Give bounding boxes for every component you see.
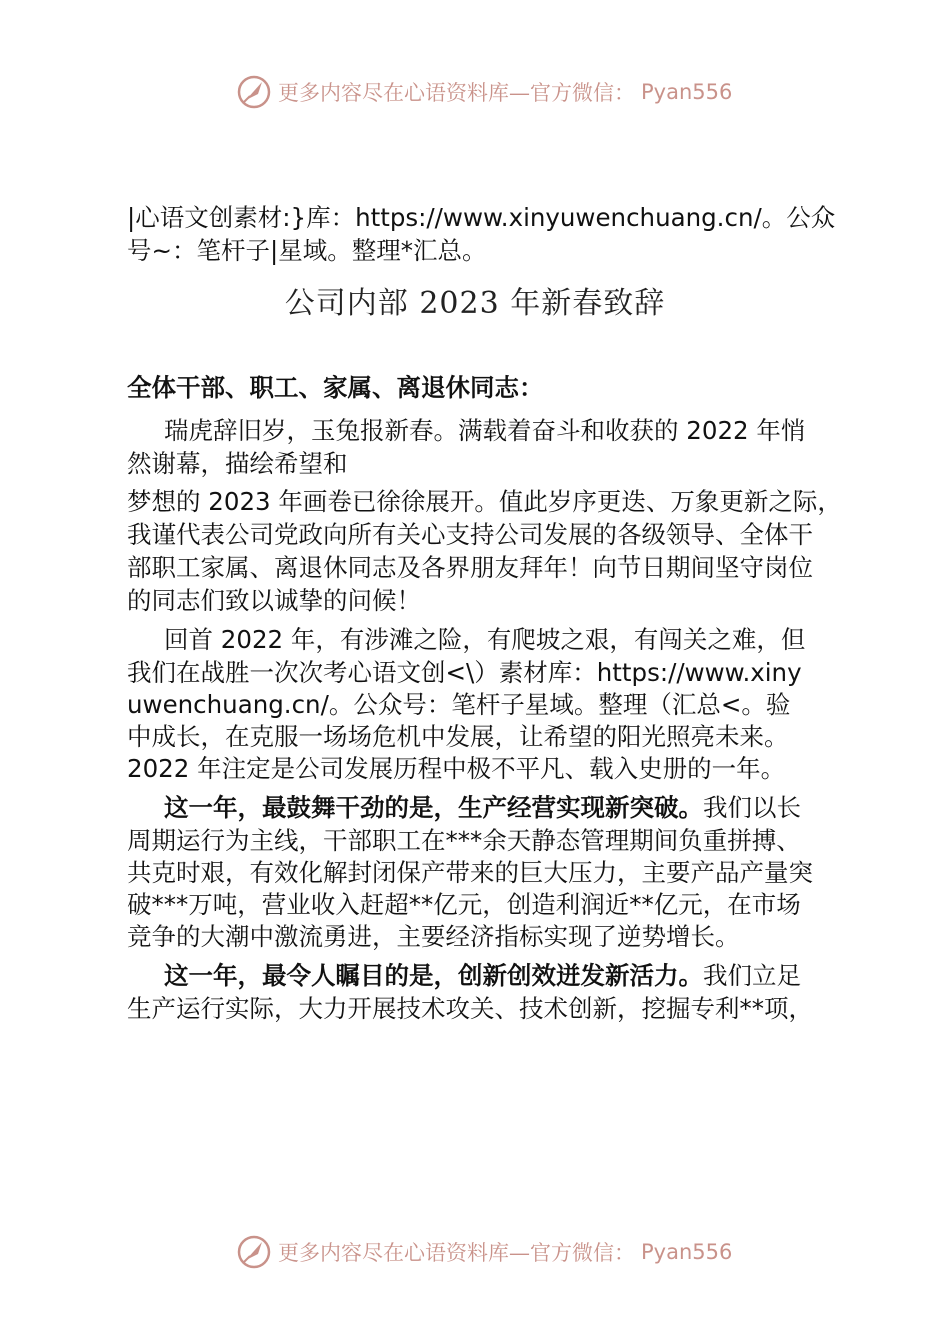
para1-line-4: 我谨代表公司党政向所有关心支持公司发展的各级领导、全体干 <box>127 520 813 549</box>
para1-line-2: 然谢幕，描绘希望和 <box>127 449 348 478</box>
para3-lead: 这一年，最鼓舞干劲的是，生产经营实现新突破。 <box>164 793 703 822</box>
watermark-wechat-id: Pyan556 <box>641 80 733 104</box>
salutation: 全体干部、职工、家属、离退休同志： <box>127 373 544 402</box>
document-title: 公司内部 2023 年新春致辞 <box>284 286 666 321</box>
para3-line-1 <box>164 792 837 824</box>
quill-logo-icon <box>236 74 272 110</box>
para4-line-2: 生产运行实际，大力开展技术攻关、技术创新，挖掘专利**项， <box>127 994 813 1023</box>
watermark-wechat-id: Pyan556 <box>641 1240 733 1264</box>
para3-line-1-rest: 我们以长 <box>703 793 801 822</box>
para4-lead: 这一年，最令人瞩目的是，创新创效迸发新活力。 <box>164 961 703 990</box>
watermark-header <box>236 72 732 112</box>
para2-line-2: 我们在战胜一次次考心语文创<\）素材库：https://www.xiny <box>127 658 802 687</box>
para1-line-1: 瑞虎辞旧岁，玉兔报新春。满载着奋斗和收获的 2022 年悄 <box>164 416 806 445</box>
watermark-footer <box>236 1232 732 1272</box>
para1-line-3: 梦想的 2023 年画卷已徐徐展开。值此岁序更迭、万象更新之际， <box>127 487 842 516</box>
para2-line-4: 中成长，在克服一场场危机中发展，让希望的阳光照亮未来。 <box>127 722 789 751</box>
header-line-1: |心语文创素材:}库：https://www.xinyuwenchuang.cn/。公众 <box>127 203 836 232</box>
para4-line-1-rest: 我们立足 <box>703 961 801 990</box>
para1-line-5: 部职工家属、离退休同志及各界朋友拜年！向节日期间坚守岗位 <box>127 553 813 582</box>
para3-line-5: 竞争的大潮中激流勇进，主要经济指标实现了逆势增长。 <box>127 922 740 951</box>
para3-line-3: 共克时艰，有效化解封闭保产带来的巨大压力，主要产品产量突 <box>127 858 813 887</box>
para2-line-5: 2022 年注定是公司发展历程中极不平凡、载入史册的一年。 <box>127 754 786 783</box>
watermark-text: 更多内容尽在心语资料库—官方微信： <box>278 1241 635 1265</box>
para3-line-4: 破***万吨，营业收入赶超**亿元，创造利润近**亿元，在市场 <box>127 890 801 919</box>
para2-line-1: 回首 2022 年，有涉滩之险，有爬坡之艰，有闯关之难，但 <box>164 625 806 654</box>
para4-line-1 <box>164 960 837 992</box>
para2-line-3: uwenchuang.cn/。公众号：笔杆子星域。整理（汇总<。验 <box>127 690 791 719</box>
quill-logo-icon <box>236 1234 272 1270</box>
para3-line-2: 周期运行为主线，干部职工在***余天静态管理期间负重拼搏、 <box>127 826 801 855</box>
para1-line-6: 的同志们致以诚挚的问候！ <box>127 586 421 615</box>
header-line-2: 号~：笔杆子|星域。整理*汇总。 <box>127 236 487 265</box>
watermark-text: 更多内容尽在心语资料库—官方微信： <box>278 81 635 105</box>
